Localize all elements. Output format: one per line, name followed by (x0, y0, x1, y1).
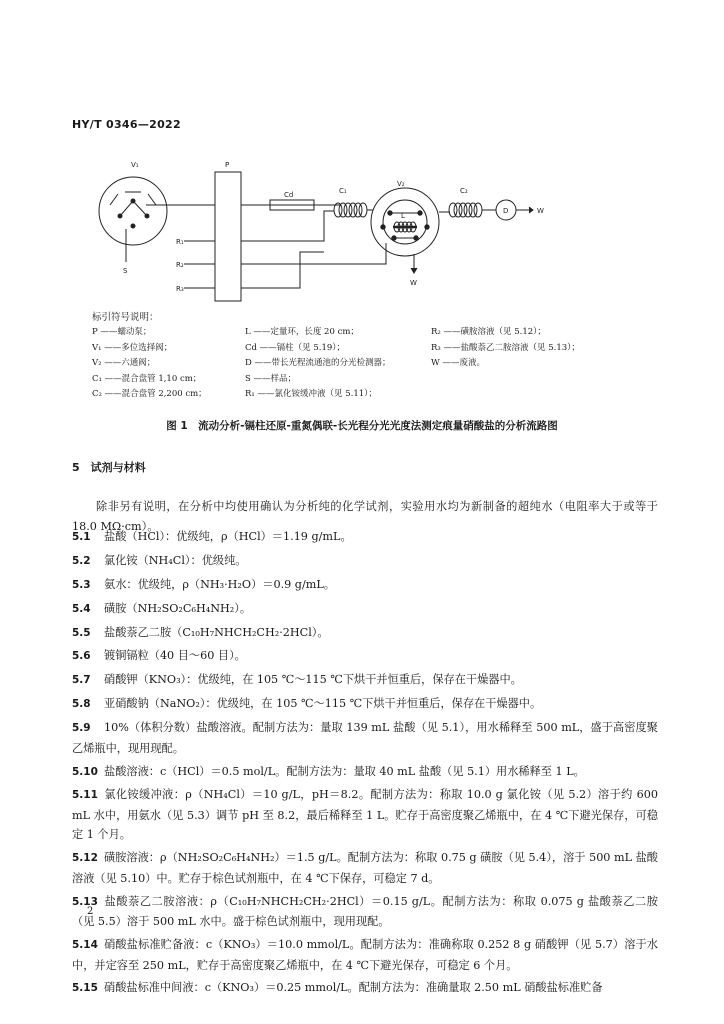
legend-item: V₂ ——六通阀； (92, 358, 156, 368)
list-item (72, 978, 658, 999)
mixing-coil-c2-icon (449, 203, 482, 217)
item-number: 5.2 (72, 554, 91, 567)
section-heading: 5 试剂与材料 (72, 461, 146, 474)
list-item (72, 935, 658, 975)
legend-column-3 (431, 325, 580, 372)
label-p: P (225, 161, 230, 169)
legend-item: V₁ ——多位选择阀； (92, 342, 173, 353)
item-text: 亚硝酸钠（NaNO₂）：优级纯，在 105 ℃～115 ℃下烘干并恒重后，保存在干燥器中。 (104, 697, 542, 711)
page-number: 2 (87, 906, 94, 917)
label-r2: R₂ (176, 261, 184, 269)
legend-item: S ——样品； (245, 373, 297, 384)
legend-title: 标引符号说明： (92, 312, 159, 323)
item-number: 5.11 (72, 789, 98, 802)
item-text: 镀铜镉粒（40 目～60 目）。 (104, 649, 246, 663)
label-cd: Cd (284, 191, 294, 199)
item-text: 硝酸盐标准贮备液：c（KNO₃）＝10.0 mmol/L。配制方法为：准确称取 0.252 8 g 硝酸钾（见 5.7）溶于水中，并定容至 250 mL，贮存于高密度聚乙烯瓶中，在 4 ℃下避光保存，可稳定 6 个月。 (72, 938, 658, 972)
label-r3: R₃ (176, 285, 184, 293)
item-text: 盐酸萘乙二胺（C₁₀H₇NHCH₂CH₂·2HCl）。 (104, 625, 329, 639)
label-d: D (503, 207, 509, 215)
label-c2: C₂ (460, 187, 468, 195)
label-w-right: W (537, 207, 544, 215)
list-item (72, 848, 658, 888)
item-text: 10%（体积分数）盐酸溶液。配制方法为：量取 139 mL 盐酸（见 5.1），用水稀释至 500 mL，盛于高密度聚乙烯瓶中，现用现配。 (72, 721, 658, 755)
list-item (72, 646, 658, 667)
legend-item: L ——定量环，长度 20 cm； (245, 327, 359, 337)
item-number: 5.5 (72, 626, 91, 639)
legend-item: R₂ ——磺胺溶液（见 5.12）； (431, 327, 546, 337)
list-item (72, 527, 658, 548)
item-number: 5.14 (72, 939, 98, 952)
item-text: 硝酸钾（KNO₃）：优级纯，在 105 ℃～115 ℃下烘干并恒重后，保存在干燥器中。 (104, 673, 522, 687)
label-s: S (123, 267, 128, 275)
list-item (72, 892, 658, 932)
pump-icon (215, 172, 241, 301)
legend-item: D ——带长光程流通池的分光检测器； (245, 358, 391, 368)
label-c1: C₁ (339, 187, 347, 195)
item-text: 盐酸溶液：c（HCl）＝0.5 mol/L。配制方法为：量取 40 mL 盐酸（见 5.1）用水稀释至 1 L。 (104, 764, 585, 778)
flow-diagram (0, 0, 724, 320)
legend-column-1 (92, 325, 207, 403)
item-number: 5.4 (72, 602, 91, 615)
list-item (72, 694, 658, 715)
item-text: 氯化铵缓冲液：ρ（NH₄Cl）＝10 g/L，pH＝8.2。配制方法为：称取 10.0 g 氯化铵（见 5.2）溶于约 600 mL 水中，用氨水（见 5.3）调节 pH 至 8.2，最后稀释至 1 L。贮存于高密度聚乙烯瓶中，在 4 ℃下避光保存，可稳定 1 个月。 (72, 788, 658, 842)
legend-item: C₁ ——混合盘管 1,10 cm； (92, 373, 202, 384)
v1-valve-icon (99, 177, 167, 245)
item-text: 盐酸（HCl）：优级纯，ρ（HCl）＝1.19 g/mL。 (104, 530, 352, 543)
legend-item: R₃ ——盐酸萘乙二胺溶液（见 5.13）； (431, 342, 580, 353)
item-number: 5.3 (72, 578, 91, 591)
item-number: 5.6 (72, 650, 91, 663)
intro-paragraph: 除非另有说明，在分析中均使用确认为分析纯的化学试剂，实验用水均为新制备的超纯水（电阻率大于或等于 18.0 MΩ·cm）。 (72, 500, 658, 533)
item-text: 硝酸盐标准中间液：c（KNO₃）＝0.25 mmol/L。配制方法为：准确量取 2.50 mL 硝酸盐标准贮备 (104, 981, 603, 995)
list-item (72, 785, 658, 845)
label-v1: V₁ (131, 161, 139, 169)
legend-item: P ——蠕动泵； (92, 327, 152, 337)
figure-caption: 图 1 流动分析-镉柱还原-重氮偶联-长光程分光光度法测定痕量硝酸盐的分析流路图 (166, 420, 558, 432)
legend-item: R₁ ——氯化铵缓冲液（见 5.11）； (245, 389, 377, 399)
item-number: 5.9 (72, 722, 91, 735)
list-item (72, 623, 658, 644)
list-item (72, 575, 658, 596)
item-text: 磺胺（NH₂SO₂C₆H₄NH₂）。 (104, 601, 252, 615)
legend-column-2 (245, 325, 391, 403)
legend-item: Cd ——镉柱（见 5.19）； (245, 342, 346, 353)
item-text: 盐酸萘乙二胺溶液：ρ（C₁₀H₇NHCH₂CH₂·2HCl）＝0.15 g/L。配制方法为：称取 0.075 g 盐酸萘乙二胺（见 5.5）溶于 500 mL 水中。盛于棕色试剂瓶中，现用现配。 (72, 894, 658, 929)
item-text: 氨水：优级纯，ρ（NH₃·H₂O）＝0.9 g/mL。 (104, 577, 335, 591)
label-w-bottom: W (410, 279, 417, 287)
item-text: 氯化铵（NH₄Cl）：优级纯。 (104, 553, 247, 567)
item-number: 5.10 (72, 765, 98, 778)
item-number: 5.13 (72, 895, 98, 908)
item-number: 5.8 (72, 698, 91, 711)
item-number: 5.1 (72, 531, 91, 543)
legend-item: W ——废液。 (431, 358, 485, 368)
list-item (72, 551, 658, 572)
list-item (72, 762, 658, 783)
item-number: 5.7 (72, 674, 91, 687)
legend-item: C₂ ——混合盘管 2,200 cm； (92, 389, 207, 399)
list-item (72, 718, 658, 758)
item-number: 5.12 (72, 852, 98, 865)
label-v2: V₂ (397, 180, 405, 188)
reagent-list (72, 527, 658, 1002)
document-header-code: HY/T 0346—2022 (72, 118, 181, 131)
list-item (72, 599, 658, 620)
label-r1: R₁ (176, 238, 184, 246)
item-text: 磺胺溶液：ρ（NH₂SO₂C₆H₄NH₂）＝1.5 g/L。配制方法为：称取 0.75 g 磺胺（见 5.4），溶于 500 mL 盐酸溶液（见 5.10）中。贮存于棕色试剂瓶中，在 4 ℃下保存，可稳定 7 d。 (72, 851, 658, 885)
item-number: 5.15 (72, 982, 98, 995)
list-item (72, 670, 658, 691)
label-l: L (401, 212, 405, 220)
